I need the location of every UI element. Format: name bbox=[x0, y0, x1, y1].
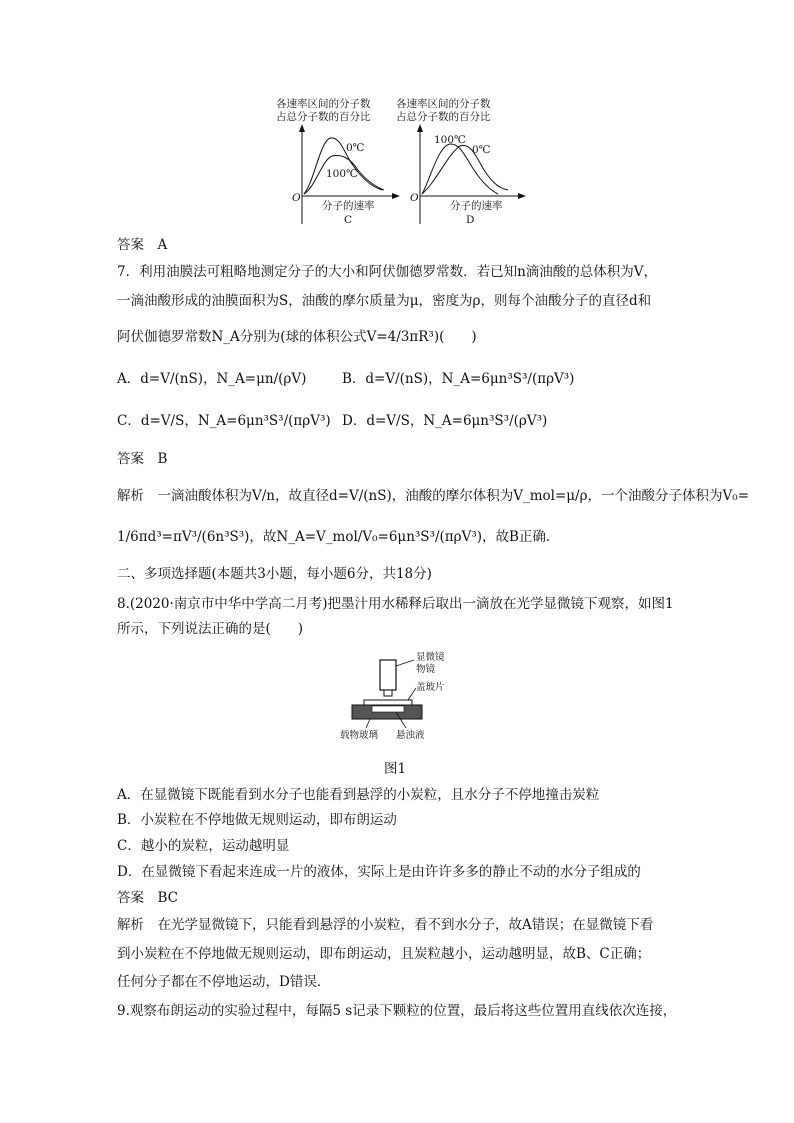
chart-c-label-0c: 0℃ bbox=[346, 142, 365, 154]
chart-c-xlabel: 分子的速率 bbox=[322, 200, 375, 212]
chart-d-origin: O bbox=[410, 192, 419, 204]
q6-answer bbox=[117, 236, 167, 254]
cover-glass bbox=[364, 700, 412, 705]
answer-label: 答案 bbox=[117, 890, 144, 906]
q7-line-3: 阿伏伽德罗常数N_A分别为(球的体积公式V=4/3πR³)( ) bbox=[117, 329, 477, 345]
q7-analysis-1 bbox=[117, 487, 749, 505]
cover-glass-label: 盖玻片 bbox=[416, 682, 445, 693]
slide-label: 载物玻璃 bbox=[340, 730, 379, 741]
q8-line-2: 所示，下列说法正确的是( ) bbox=[117, 621, 304, 637]
q8-analysis-3: 任何分子都在不停地运动，D错误． bbox=[117, 974, 331, 990]
objective-lens bbox=[380, 660, 396, 690]
objective-label-2: 物镜 bbox=[416, 664, 436, 675]
chart-d-ylabel-1: 各速率区间的分子数 bbox=[396, 98, 491, 110]
chart-d-ylabel-2: 占总分子数的百分比 bbox=[396, 111, 491, 123]
q7-analysis-2: 1/6πd³=πV³/(6n³S³)，故N_A=V_mol/V₀=6μn³S³/(πρV³)，故B正确． bbox=[117, 529, 560, 545]
chart-c-ylabel-1: 各速率区间的分子数 bbox=[276, 98, 371, 110]
objective-label-1: 显微镜 bbox=[416, 652, 445, 663]
q7-option-b: B．d=V/(nS)，N_A=6μn³S³/(πρV³) bbox=[342, 371, 575, 387]
chart-c-curve-0c bbox=[304, 138, 382, 194]
q8-analysis-2: 到小炭粒在不停地做无规则运动，即布朗运动，且炭粒越小，运动越明显，故B、C正确； bbox=[117, 946, 651, 962]
chart-d-caption: D bbox=[466, 214, 475, 226]
q8-option-d: D．在显微镜下看起来连成一片的液体，实际上是由许许多多的静止不动的水分子组成的 bbox=[117, 864, 641, 880]
chart-c-origin: O bbox=[292, 192, 301, 204]
q8-option-b: B．小炭粒在不停地做无规则运动，即布朗运动 bbox=[117, 812, 397, 828]
chart-d-label-0c: 0℃ bbox=[472, 144, 491, 156]
q8-analysis-1 bbox=[117, 916, 653, 934]
q7-answer bbox=[117, 450, 167, 468]
figure-1-caption: 图1 bbox=[384, 761, 407, 777]
answer-value: B bbox=[157, 451, 168, 467]
answer-label: 答案 bbox=[117, 237, 144, 253]
q7-option-a: A．d=V/(nS)，N_A=μn/(ρV) bbox=[117, 371, 307, 387]
q8-answer bbox=[117, 889, 178, 907]
analysis-label: 解析 bbox=[117, 917, 144, 933]
chart-d bbox=[392, 96, 532, 228]
analysis-label: 解析 bbox=[117, 488, 144, 504]
section-2-title: 二、多项选择题(本题共3小题，每小题6分，共18分) bbox=[117, 566, 432, 582]
suspension-liquid bbox=[372, 706, 404, 712]
answer-label: 答案 bbox=[117, 451, 144, 467]
chart-c bbox=[270, 96, 400, 228]
liquid-label: 悬浊液 bbox=[396, 730, 425, 741]
q9-line-1: 9.观察布朗运动的实验过程中，每隔5 s记录下颗粒的位置，最后将这些位置用直线依次连接， bbox=[117, 1003, 677, 1019]
chart-d-xlabel: 分子的速率 bbox=[450, 200, 503, 212]
q8-option-c: C．越小的炭粒，运动越明显 bbox=[117, 838, 290, 854]
q7-option-c: C．d=V/S，N_A=6μn³S³/(πρV³) bbox=[117, 413, 331, 429]
q7-option-d: D．d=V/S，N_A=6μn³S³/(ρV³) bbox=[342, 413, 548, 429]
chart-c-ylabel-2: 占总分子数的百分比 bbox=[276, 111, 371, 123]
q7-line-2: 一滴油酸形成的油膜面积为S，油酸的摩尔质量为μ，密度为ρ，则每个油酸分子的直径d和 bbox=[117, 293, 652, 309]
chart-c-label-100c: 100℃ bbox=[326, 168, 358, 180]
chart-d-label-100c: 100℃ bbox=[434, 134, 466, 146]
analysis-text: 一滴油酸体积为V/n，故直径d=V/(nS)，油酸的摩尔体积为V_mol=μ/ρ，一个油酸分子体积为V₀= bbox=[157, 488, 750, 504]
answer-value: A bbox=[157, 237, 168, 253]
analysis-text: 在光学显微镜下，只能看到悬浮的小炭粒，看不到水分子，故A错误；在显微镜下看 bbox=[157, 917, 654, 933]
chart-d-curve-0c bbox=[422, 145, 508, 194]
answer-value: BC bbox=[157, 890, 179, 906]
chart-c-caption: C bbox=[344, 214, 353, 226]
microscope-figure bbox=[330, 648, 470, 748]
q8-line-1: 8.(2020·南京市中华中学高二月考)把墨汁用水稀释后取出一滴放在光学显微镜下观察，如图1 bbox=[117, 596, 674, 612]
q8-option-a: A．在显微镜下既能看到水分子也能看到悬浮的小炭粒，且水分子不停地撞击炭粒 bbox=[117, 787, 600, 803]
q7-line-1: 7．利用油膜法可粗略地测定分子的大小和阿伏伽德罗常数．若已知n滴油酸的总体积为V， bbox=[117, 264, 658, 280]
